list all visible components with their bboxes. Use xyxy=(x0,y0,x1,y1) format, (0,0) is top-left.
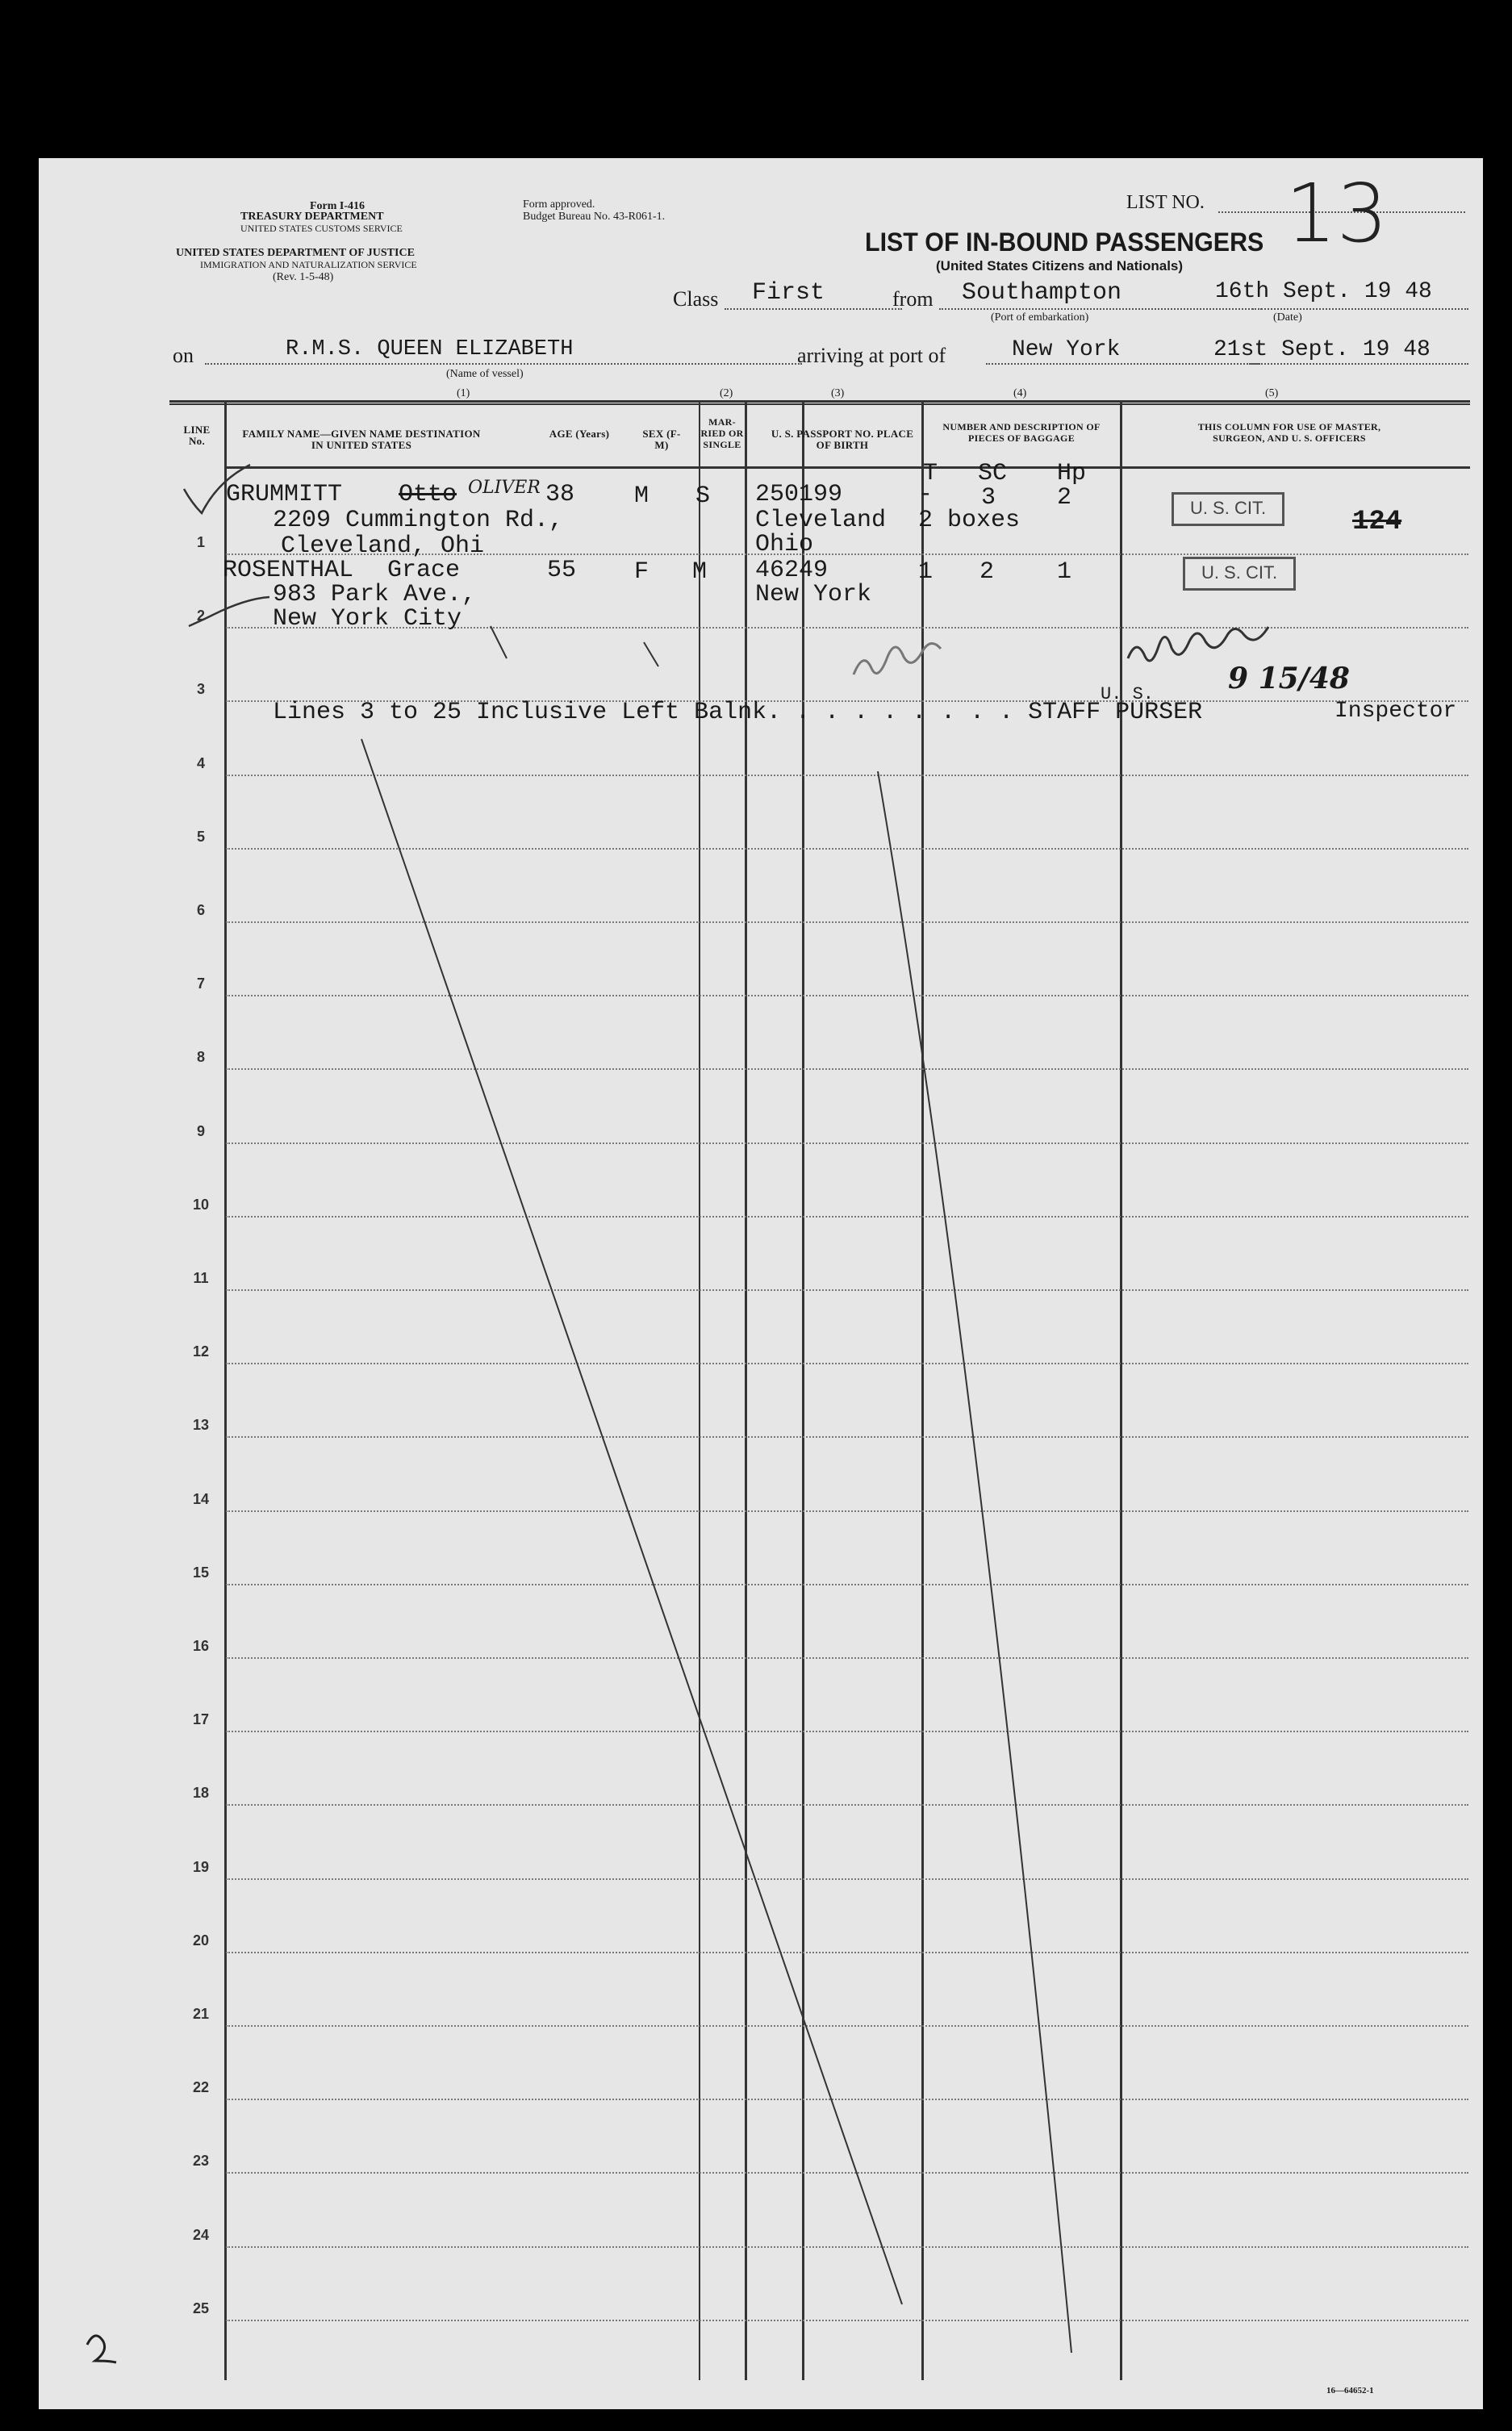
passenger-age: 38 xyxy=(545,481,575,508)
date-caption: (Date) xyxy=(1273,311,1302,324)
vessel-name: R.M.S. QUEEN ELIZABETH xyxy=(286,337,574,361)
column-number: (4) xyxy=(1013,387,1027,399)
line-number: 2 xyxy=(196,608,205,624)
baggage-t: - xyxy=(918,481,934,508)
column-number: (1) xyxy=(457,387,470,399)
header-officers: THIS COLUMN FOR USE OF MASTER, SURGEON, AND U. S. OFFICERS xyxy=(1197,421,1381,444)
treasury-department: TREASURY DEPARTMENT xyxy=(240,211,384,223)
justice-department: UNITED STATES DEPARTMENT OF JUSTICE xyxy=(176,247,415,259)
baggage-t-header: T xyxy=(923,460,938,487)
header-name: FAMILY NAME—GIVEN NAME DESTINATION IN UNITED STATES xyxy=(242,428,481,451)
line-number: 13 xyxy=(192,1417,210,1434)
line-number: 19 xyxy=(192,1858,210,1875)
customs-service: UNITED STATES CUSTOMS SERVICE xyxy=(240,223,403,234)
column-number: (3) xyxy=(831,387,845,399)
inspector-prefix: U. S. xyxy=(1101,684,1155,704)
header-line-no: LINE No. xyxy=(183,424,211,447)
check-mark xyxy=(189,597,269,626)
vessel-caption: (Name of vessel) xyxy=(446,368,524,380)
header-sex: SEX (F-M) xyxy=(642,428,681,451)
passenger-sex: M xyxy=(634,482,649,510)
cancel-line xyxy=(361,739,902,2304)
passenger-marital: S xyxy=(695,482,711,510)
cancel-line xyxy=(878,771,1071,2353)
embark-caption: (Port of embarkation) xyxy=(991,311,1089,324)
passenger-passport: 250199 xyxy=(755,481,843,508)
baggage-hp: 1 xyxy=(1057,558,1072,586)
line-number: 1 xyxy=(196,534,205,550)
passenger-birthplace: Cleveland xyxy=(755,507,887,534)
tick-mark xyxy=(644,642,658,666)
passenger-given-name-struck: Otto xyxy=(399,481,457,508)
ins-service: IMMIGRATION AND NATURALIZATION SERVICE xyxy=(200,259,417,270)
passenger-family-name: ROSENTHAL xyxy=(223,557,354,584)
line-number: 25 xyxy=(192,2299,210,2316)
passenger-family-name: GRUMMITT xyxy=(226,481,343,508)
on-label: on xyxy=(173,344,194,367)
line-number: 3 xyxy=(196,681,205,698)
line-number: 4 xyxy=(196,754,205,771)
arrival-port: New York xyxy=(1012,337,1121,362)
passenger-marital: M xyxy=(692,558,708,586)
column-number: (5) xyxy=(1265,387,1279,399)
line-number: 24 xyxy=(192,2226,210,2243)
header-married: MAR-RIED OR SINGLE xyxy=(700,416,744,450)
passenger-city: New York City xyxy=(273,605,462,633)
tick-mark xyxy=(491,626,507,658)
baggage-sc: 3 xyxy=(981,484,996,512)
embark-date: 16th Sept. 19 48 xyxy=(1215,279,1432,304)
passenger-address: 2209 Cummington Rd., xyxy=(273,507,564,534)
class-label: Class xyxy=(673,287,719,311)
footer-code: 16—64652-1 xyxy=(1326,2386,1374,2395)
baggage-hp-header: Hp xyxy=(1057,460,1087,487)
inspector-label: Inspector xyxy=(1334,699,1457,724)
line-number: 5 xyxy=(196,828,205,845)
line-number: 16 xyxy=(192,1638,210,1654)
line-number: 11 xyxy=(193,1270,209,1286)
line-number: 14 xyxy=(192,1490,210,1507)
line-number: 23 xyxy=(192,2153,210,2170)
column-number: (2) xyxy=(720,387,733,399)
officer-note: 124 xyxy=(1352,507,1402,537)
list-no-value: 13 xyxy=(1285,166,1389,261)
passenger-birthplace: New York xyxy=(755,581,872,608)
baggage-sc: 2 xyxy=(979,558,995,586)
line-number: 18 xyxy=(192,1785,210,1802)
passenger-birthplace: Ohio xyxy=(755,531,814,558)
header-passport: U. S. PASSPORT NO. PLACE OF BIRTH xyxy=(771,428,914,451)
line-number: 6 xyxy=(196,902,205,918)
line-number: 17 xyxy=(192,1711,210,1728)
arriving-label: arriving at port of xyxy=(797,344,946,367)
header-baggage: NUMBER AND DESCRIPTION OF PIECES OF BAGGAGE xyxy=(942,421,1101,444)
us-citizen-stamp: U. S. CIT. xyxy=(1172,492,1284,526)
list-no-label: LIST NO. xyxy=(1126,192,1205,213)
form-title: LIST OF IN-BOUND PASSENGERS xyxy=(865,228,1264,257)
purser-signature xyxy=(854,643,941,675)
class-value: First xyxy=(752,279,825,307)
baggage-t: 1 xyxy=(918,558,934,586)
passenger-passport: 46249 xyxy=(755,557,829,584)
line-number: 21 xyxy=(192,2006,210,2022)
line-number: 12 xyxy=(192,1343,210,1360)
us-citizen-stamp: U. S. CIT. xyxy=(1183,557,1296,591)
inspector-date: 9 15/48 xyxy=(1228,662,1350,695)
header-age: AGE (Years) xyxy=(549,428,610,440)
baggage-sc-header: SC xyxy=(978,460,1008,487)
corner-mark xyxy=(87,2336,116,2362)
embark-port: Southampton xyxy=(962,279,1122,307)
baggage-extra: 2 boxes xyxy=(918,507,1021,534)
line-number: 9 xyxy=(196,1122,205,1139)
line-number: 20 xyxy=(192,1932,210,1949)
line-number: 7 xyxy=(196,975,205,992)
form-number: Form I-416 xyxy=(310,200,365,212)
form-subtitle: (United States Citizens and Nationals) xyxy=(936,258,1184,274)
passenger-city: Cleveland, Ohi xyxy=(281,533,485,560)
passenger-address: 983 Park Ave., xyxy=(273,581,477,608)
line-number: 22 xyxy=(192,2079,210,2096)
manifest-page xyxy=(39,158,1483,2409)
baggage-hp: 2 xyxy=(1057,484,1072,512)
line-number: 10 xyxy=(192,1196,210,1213)
arrival-date: 21st Sept. 19 48 xyxy=(1213,337,1431,362)
check-mark xyxy=(184,465,250,513)
budget-bureau: Budget Bureau No. 43-R061-1. xyxy=(523,211,666,223)
form-approved: Form approved. xyxy=(523,198,595,211)
approval-signature xyxy=(1128,627,1268,661)
line-number: 8 xyxy=(196,1049,205,1066)
line-number: 15 xyxy=(192,1564,210,1581)
from-label: from xyxy=(892,287,934,311)
blank-lines-note: Lines 3 to 25 Inclusive Left Balnk. . . . . . . . . STAFF PURSER xyxy=(273,699,1203,726)
passenger-sex: F xyxy=(634,558,649,586)
passenger-given-name: Grace xyxy=(387,557,461,584)
passenger-given-name-written: OLIVER xyxy=(468,478,541,498)
form-revision: (Rev. 1-5-48) xyxy=(273,271,334,283)
passenger-age: 55 xyxy=(547,557,577,584)
pen-markings xyxy=(39,158,1483,2409)
